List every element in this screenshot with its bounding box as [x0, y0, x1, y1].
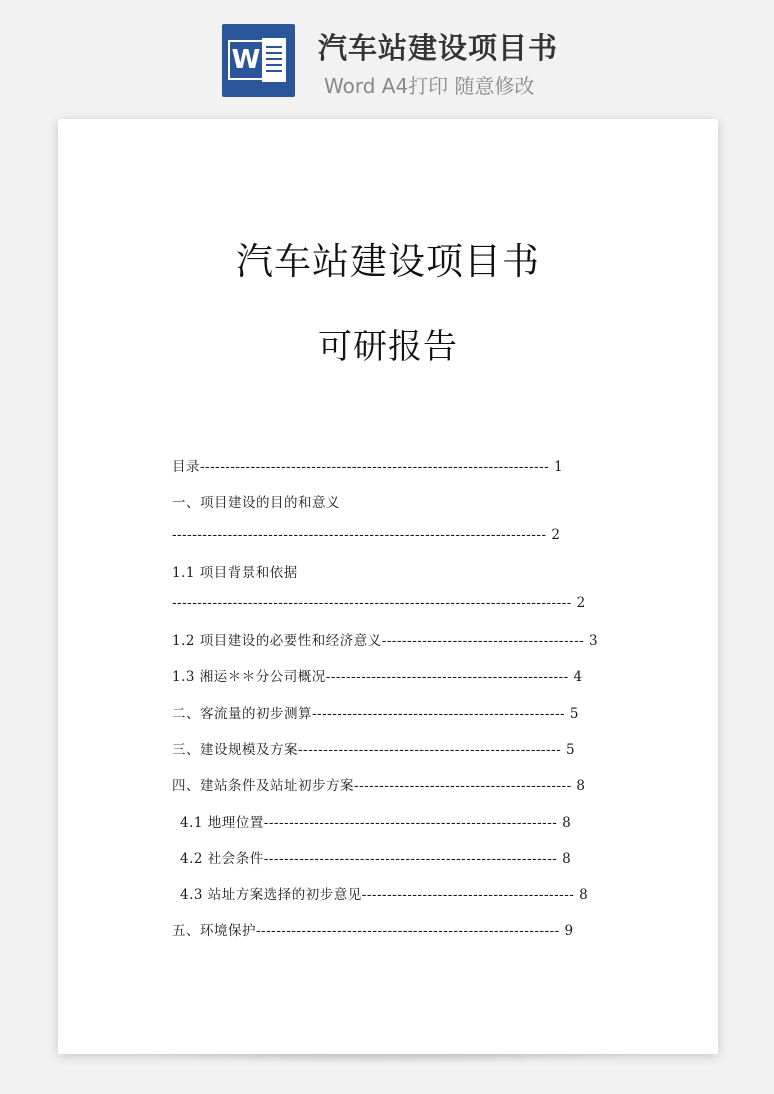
toc-entry: 4.3 站址方案选择的初步意见------------------------------------------ 8	[180, 887, 589, 903]
toc-entry: 1.3 湘运＊＊分公司概况------------------------------------------------ 4	[172, 669, 583, 685]
toc-entry: 1.1 项目背景和依据	[172, 565, 298, 581]
document-page	[58, 119, 718, 1054]
document-subtitle: 可研报告	[318, 327, 458, 367]
header-title: 汽车站建设项目书	[318, 31, 559, 65]
toc-entry: ------------------------------------------------------------------------------- 2	[172, 595, 586, 611]
word-icon	[222, 24, 295, 97]
toc-entry: 4.2 社会条件---------------------------------------------------------- 8	[180, 851, 572, 867]
header-subtitle: Word A4打印 随意修改	[324, 74, 535, 98]
preview-header	[0, 0, 774, 110]
toc-entry: 四、建站条件及站址初步方案------------------------------------------- 8	[172, 778, 586, 794]
toc-entry: -------------------------------------------------------------------------- 2	[172, 527, 561, 543]
word-letter: W	[228, 40, 264, 80]
toc-entry: 五、环境保护------------------------------------------------------------ 9	[172, 923, 574, 939]
table-of-contents	[58, 119, 718, 1054]
toc-entry: 一、项目建设的目的和意义	[172, 495, 340, 511]
document-lines-icon	[262, 38, 286, 82]
toc-entry: 三、建设规模及方案---------------------------------------------------- 5	[172, 742, 576, 758]
toc-entry: 4.1 地理位置---------------------------------------------------------- 8	[180, 815, 572, 831]
toc-entry: 二、客流量的初步测算-------------------------------------------------- 5	[172, 706, 579, 722]
document-title: 汽车站建设项目书	[236, 240, 540, 283]
toc-entry: 目录--------------------------------------------------------------------- 1	[172, 459, 564, 475]
toc-entry: 1.2 项目建设的必要性和经济意义---------------------------------------- 3	[172, 633, 599, 649]
